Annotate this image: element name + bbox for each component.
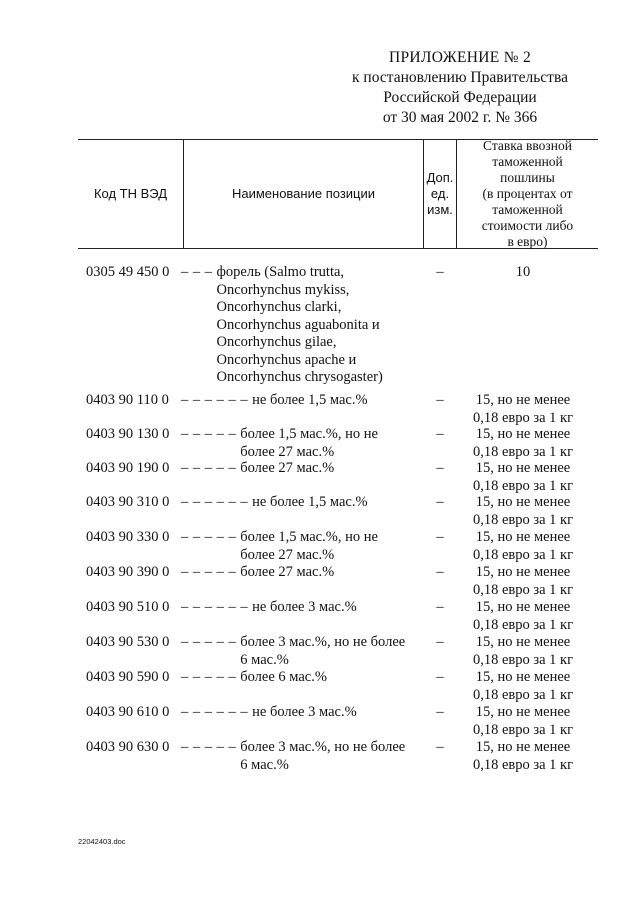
row-name-line: более 3 мас.%, но не более	[240, 634, 406, 650]
row-rate-line: 15, но не менее	[475, 426, 571, 442]
row-unit: –	[436, 494, 444, 510]
header-unit	[424, 139, 456, 249]
row-name-line: более 6 мас.%	[240, 669, 327, 685]
row-dashes: – – – – – –	[181, 494, 249, 510]
row-rate-line: 15, но не менее	[475, 564, 571, 580]
appendix-title: ПРИЛОЖЕНИЕ № 2	[388, 49, 532, 66]
row-code: 0403 90 110 0	[86, 392, 169, 408]
row-rate	[460, 739, 586, 774]
row-unit: –	[436, 392, 444, 408]
row-name	[240, 460, 334, 478]
header-unit-line-3: изм.	[427, 202, 453, 217]
row-rate	[460, 264, 586, 282]
row-rate-line: 0,18 евро за 1 кг	[472, 443, 574, 460]
row-name	[252, 599, 357, 617]
row-unit: –	[436, 599, 444, 615]
row-dashes: – – –	[181, 264, 213, 280]
appendix-heading	[330, 48, 590, 128]
row-rate-line: 0,18 евро за 1 кг	[472, 511, 574, 528]
row-code: 0403 90 530 0	[86, 634, 170, 650]
row-rate	[460, 426, 586, 461]
row-rate-line: 0,18 евро за 1 кг	[472, 616, 574, 633]
row-unit: –	[436, 264, 444, 280]
row-name-line: Oncorhynchus aguabonita и	[216, 316, 380, 333]
row-code: 0305 49 450 0	[86, 264, 170, 280]
row-name-line: более 27 мас.%	[240, 564, 335, 580]
row-name-line: более 27 мас.%	[240, 546, 335, 563]
row-rate-line: 0,18 евро за 1 кг	[472, 651, 574, 668]
header-rate-line: пошлины	[500, 170, 555, 185]
row-name	[240, 739, 405, 774]
row-name-line: более 1,5 мас.%, но не	[240, 426, 378, 442]
row-unit: –	[436, 426, 444, 442]
header-rate	[457, 139, 598, 249]
row-rate	[460, 564, 586, 599]
row-rate-line: 0,18 евро за 1 кг	[472, 721, 574, 738]
row-name	[240, 426, 378, 461]
row-dashes: – – – – –	[181, 739, 237, 755]
row-rate-line: 15, но не менее	[475, 669, 571, 685]
footer-filename: 22042403.doc	[78, 837, 126, 846]
header-rate-line: таможенной	[492, 202, 563, 217]
appendix-line-3: от 30 мая 2002 г. № 366	[382, 109, 538, 126]
table-header	[78, 139, 598, 249]
row-name-line: Oncorhynchus mykiss,	[216, 281, 350, 298]
row-code: 0403 90 310 0	[86, 494, 170, 510]
row-rate	[460, 529, 586, 564]
row-rate-line: 0,18 евро за 1 кг	[472, 581, 574, 598]
header-name: Наименование позиции	[231, 186, 376, 201]
row-name	[240, 564, 334, 582]
appendix-line-1: к постановлению Правительства	[352, 69, 568, 86]
row-name-line: форель (Salmo trutta,	[216, 264, 345, 280]
row-dashes: – – – – –	[181, 426, 237, 442]
row-unit: –	[436, 460, 444, 476]
row-unit: –	[436, 669, 444, 685]
row-name	[240, 529, 378, 564]
row-name-line: более 27 мас.%	[240, 443, 335, 460]
row-rate-line: 15, но не менее	[475, 494, 571, 510]
row-name-line: не более 3 мас.%	[252, 704, 357, 720]
row-code: 0403 90 590 0	[86, 669, 170, 685]
row-name-line: не более 3 мас.%	[252, 599, 357, 615]
row-rate	[460, 634, 586, 669]
row-rate-line: 15, но не менее	[475, 704, 571, 720]
row-dashes: – – – – – –	[181, 599, 249, 615]
row-rate-line: 15, но не менее	[475, 634, 571, 650]
row-dashes: – – – – – –	[181, 392, 249, 408]
row-unit: –	[436, 529, 444, 545]
row-name-line: 6 мас.%	[240, 651, 289, 668]
row-unit: –	[436, 634, 444, 650]
row-code: 0403 90 190 0	[86, 460, 170, 476]
row-name-line: более 27 мас.%	[240, 460, 335, 476]
row-rate-line: 15, но не менее	[475, 392, 571, 408]
row-code: 0403 90 330 0	[86, 529, 170, 545]
header-rate-line: в евро)	[507, 234, 548, 249]
row-name-line: не более 1,5 мас.%	[252, 392, 368, 408]
row-name-line: 6 мас.%	[240, 756, 289, 773]
row-name-line: Oncorhynchus chrysogaster)	[216, 369, 383, 385]
row-code: 0403 90 630 0	[86, 739, 170, 755]
row-rate-line: 0,18 евро за 1 кг	[472, 686, 574, 703]
header-unit-line-1: Доп.	[426, 170, 454, 185]
row-rate-line: 0,18 евро за 1 кг	[472, 477, 574, 494]
row-name	[252, 392, 367, 410]
row-rate	[460, 669, 586, 704]
row-rate-line: 0,18 евро за 1 кг	[472, 546, 574, 563]
row-name-line: Oncorhynchus apache и	[216, 351, 357, 368]
row-code: 0403 90 390 0	[86, 564, 170, 580]
header-rate-line: таможенной	[492, 154, 563, 169]
row-name-line: Oncorhynchus gilae,	[216, 334, 337, 350]
row-rate-line: 10	[515, 264, 531, 280]
row-dashes: – – – – –	[181, 669, 237, 685]
row-unit: –	[436, 739, 444, 755]
header-code: Код ТН ВЭД	[93, 186, 168, 201]
row-rate	[460, 599, 586, 634]
row-unit: –	[436, 564, 444, 580]
row-rate-line: 0,18 евро за 1 кг	[472, 409, 574, 426]
row-rate-line: 15, но не менее	[475, 739, 571, 755]
row-name-line: более 3 мас.%, но не более	[240, 739, 406, 755]
row-rate-line: 15, но не менее	[475, 599, 571, 615]
row-name	[252, 704, 357, 722]
row-code: 0403 90 510 0	[86, 599, 170, 615]
row-dashes: – – – – –	[181, 529, 237, 545]
row-rate	[460, 392, 586, 427]
row-name	[240, 634, 405, 669]
row-dashes: – – – – –	[181, 634, 237, 650]
row-rate	[460, 460, 586, 495]
row-code: 0403 90 610 0	[86, 704, 170, 720]
header-unit-line-2: ед.	[430, 186, 450, 201]
row-dashes: – – – – –	[181, 460, 237, 476]
row-name-line: более 1,5 мас.%, но не	[240, 529, 378, 545]
row-rate-line: 0,18 евро за 1 кг	[472, 756, 574, 773]
row-rate	[460, 704, 586, 739]
row-name-line: Oncorhynchus clarki,	[216, 299, 342, 315]
row-name-line: не более 1,5 мас.%	[252, 494, 368, 510]
header-rate-line: стоимости либо	[481, 218, 574, 233]
row-dashes: – – – – – –	[181, 704, 249, 720]
row-name	[217, 264, 383, 387]
header-rate-line: (в процентах от	[482, 186, 573, 201]
row-name	[252, 494, 367, 512]
row-code: 0403 90 130 0	[86, 426, 170, 442]
row-name	[240, 669, 327, 687]
row-rate	[460, 494, 586, 529]
row-rate-line: 15, но не менее	[475, 460, 571, 476]
row-unit: –	[436, 704, 444, 720]
header-rate-line: Ставка ввозной	[483, 138, 572, 153]
row-dashes: – – – – –	[181, 564, 237, 580]
row-rate-line: 15, но не менее	[475, 529, 571, 545]
appendix-line-2: Российской Федерации	[383, 89, 537, 106]
